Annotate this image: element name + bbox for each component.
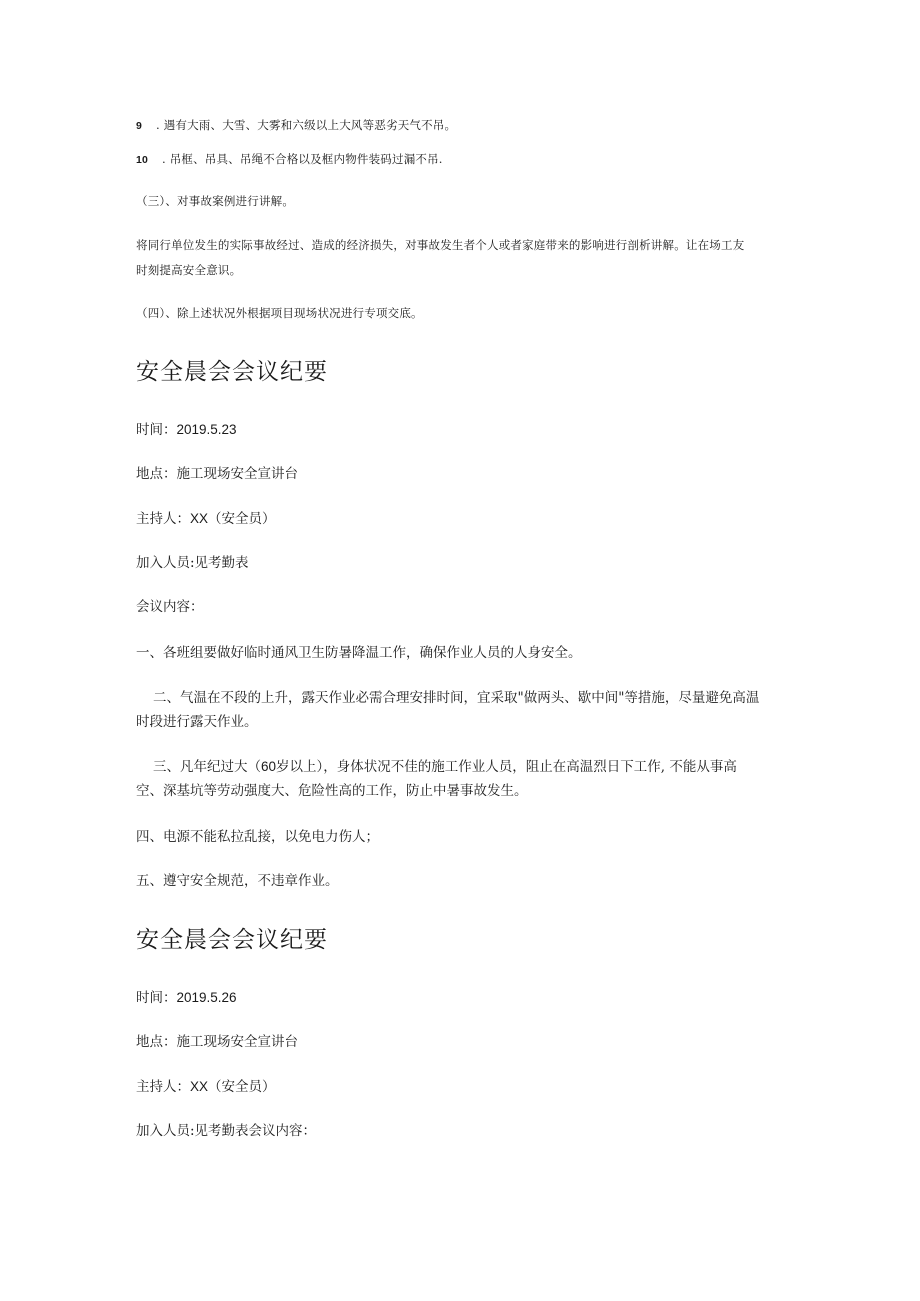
meeting-1-item-3-line-1 [153, 759, 803, 775]
meeting-1-attendees: 加入人员:见考勤表 [136, 555, 249, 571]
meeting-1-item-2-line-1: 二、气温在不段的上升，露天作业必需合理安排时间，宜采取"做两头、歇中间"等措施，尽量避免高温 [153, 690, 760, 706]
meeting-1-content-label: 会议内容： [136, 599, 204, 615]
time-label: 时间： [136, 422, 177, 438]
meeting-1-host [136, 511, 786, 527]
meeting-1-item-1: 一、各班组要做好临时通风卫生防暑降温工作，确保作业人员的人身安全。 [136, 645, 582, 661]
meeting-1-title: 安全晨会会议纪要 [136, 359, 328, 385]
meeting-1-time [136, 422, 786, 438]
meeting-1-item-3-line-2: 空、深基坑等劳动强度大、危险性高的工作，防止中暑事故发生。 [136, 783, 528, 799]
meeting-2-attendees-content: 加入人员:见考勤表会议内容： [136, 1123, 317, 1139]
meeting-2-place: 地点：施工现场安全宣讲台 [136, 1034, 298, 1050]
item-3-text-a: 三、凡年纪过大（ [153, 759, 261, 775]
host-value: XX（安全员） [190, 1079, 276, 1094]
host-label: 主持人： [136, 1079, 190, 1095]
section-4-heading: （四）、除上述状况外根据项目现场状况进行专项交底。 [136, 306, 423, 320]
time-value: 2019.5.26 [176, 990, 237, 1005]
case-paragraph-line-2: 时刻提高安全意识。 [136, 263, 242, 277]
item-3-age: 60 [261, 759, 277, 774]
item-number: 9 [136, 120, 143, 132]
meeting-1-item-4: 四、电源不能私拉乱接，以免电力伤人； [136, 829, 379, 845]
time-value: 2019.5.23 [176, 422, 237, 437]
meeting-1-item-2-line-2: 时段进行露天作业。 [136, 714, 258, 730]
item-text: . 遇有大雨、大雪、大雾和六级以上大风等恶劣天气不吊。 [156, 118, 457, 132]
list-item-10 [136, 151, 786, 168]
section-3-heading: （三）、对事故案例进行讲解。 [136, 194, 295, 208]
host-value: XX（安全员） [190, 511, 276, 526]
meeting-2-time [136, 990, 786, 1006]
case-paragraph-line-1: 将同行单位发生的实际事故经过、造成的经济损失，对事故发生者个人或者家庭带来的影响进行剖析讲解。让在场工友 [136, 238, 745, 252]
meeting-2-title: 安全晨会会议纪要 [136, 927, 328, 953]
item-text: . 吊框、吊具、吊绳不合格以及框内物件装码过漏不吊. [162, 152, 443, 166]
item-number: 10 [136, 154, 149, 166]
meeting-2-host [136, 1079, 786, 1095]
list-item-9 [136, 117, 786, 134]
item-3-text-b: 岁以上），身体状况不佳的施工作业人员，阻止在高温烈日下工作, 不能从事高 [276, 759, 737, 775]
host-label: 主持人： [136, 511, 190, 527]
time-label: 时间： [136, 990, 177, 1006]
meeting-1-place: 地点：施工现场安全宣讲台 [136, 466, 298, 482]
meeting-1-item-5: 五、遵守安全规范，不违章作业。 [136, 873, 339, 889]
